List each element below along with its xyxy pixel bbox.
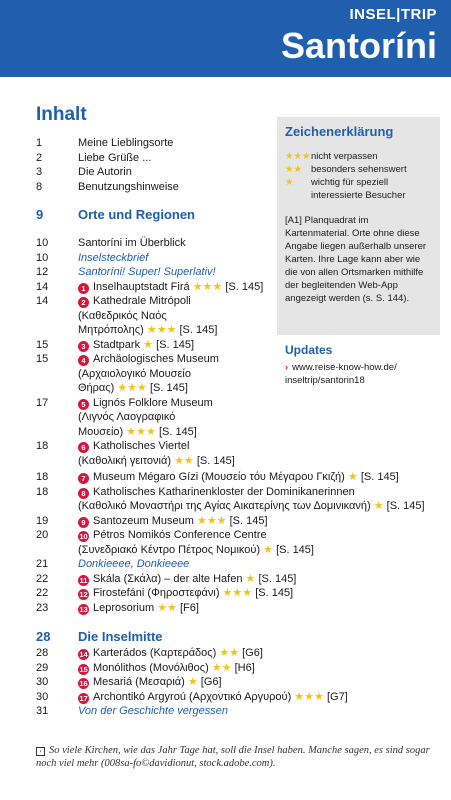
- toc-entry[interactable]: [36, 396, 266, 440]
- map-reference: [S. 145]: [386, 500, 425, 512]
- toc-page-number: 31: [36, 705, 49, 717]
- toc-page-number: 28: [36, 647, 49, 659]
- toc-page-number: 15: [36, 353, 49, 365]
- toc-entry[interactable]: [36, 294, 266, 338]
- header-banner: [0, 0, 451, 77]
- toc-entry[interactable]: [36, 280, 266, 295]
- toc-entry-text: [78, 136, 266, 151]
- toc-entry[interactable]: [36, 661, 436, 676]
- number-badge-icon: 6: [78, 442, 89, 453]
- toc-entry-text: [78, 675, 436, 690]
- star-rating-icon: ★: [263, 543, 273, 556]
- star-rating-icon: ★★★: [285, 151, 311, 162]
- toc-entry[interactable]: [36, 601, 436, 616]
- toc-entry[interactable]: [36, 646, 436, 661]
- toc-entry-line: Skála (Σκάλα) – der alte Hafen: [93, 572, 243, 585]
- toc-entry-line: (Καθεδρικός Ναός: [78, 309, 167, 322]
- photo-caption: ‹ So viele Kirchen, wie das Jahr Tage hat, soll die Insel haben. Manche sagen, es sind sogar noch viel mehr (008sa-fo©davidionut, stock.adobe.com).: [36, 745, 430, 769]
- updates-link[interactable]: › www.reise-know-how.de/ inseltrip/santorin18: [285, 362, 397, 386]
- arrow-left-icon: ‹: [36, 747, 45, 756]
- toc-page-number: 20: [36, 529, 49, 541]
- toc-column: [36, 136, 266, 468]
- number-badge-icon: 13: [79, 604, 88, 614]
- toc-page-number: 14: [36, 280, 49, 293]
- star-rating-icon: ★★★: [126, 425, 156, 438]
- toc-entry-text: [78, 165, 266, 180]
- toc-entry-line: (Λιγνός Λαογραφικό: [78, 411, 176, 423]
- toc-entry-line: Μητρόπολης): [78, 324, 144, 336]
- toc-entry-line: Pétros Nomikós Conference Centre: [93, 529, 267, 541]
- legend-row: [285, 176, 432, 202]
- toc-entry-line: Katholisches Viertel: [93, 440, 190, 452]
- toc-entry-line: Leprosorium: [93, 601, 155, 614]
- legend-grid-text: [A1] Planquadrat im Kartenmaterial. Orte ohne diese Angabe liegen außerhalb unserer Karten. Ihre Lage kann aber wie die von allen Ortsmarken mithilfe der begleitenden Web-App angezeigt werden (s. S. 144).: [285, 215, 427, 304]
- toc-page-number: 18: [36, 440, 49, 452]
- number-badge-icon: 2: [78, 297, 89, 308]
- toc-entries-list-2: [36, 470, 436, 615]
- star-rating-icon: ★★: [211, 661, 232, 674]
- toc-page-number: 15: [36, 338, 49, 351]
- number-badge-icon: 9: [78, 517, 89, 528]
- page-heading: Inhalt: [36, 104, 87, 125]
- toc-entry-text: [78, 294, 266, 338]
- map-reference: [S. 145]: [258, 572, 297, 585]
- toc-page-number: 22: [36, 587, 49, 599]
- toc-page-number: 3: [36, 166, 43, 178]
- toc-entry[interactable]: [36, 236, 266, 251]
- number-badge-icon: 17: [79, 693, 88, 703]
- toc-entry-line: Die Autorin: [78, 166, 132, 178]
- toc-entry[interactable]: [36, 151, 266, 166]
- star-rating-icon: ★: [143, 338, 154, 351]
- updates-title: Updates: [285, 343, 333, 357]
- toc-entry-line: (Αρχαιολογικό Μουσείο: [78, 367, 191, 380]
- toc-entry-text: [78, 352, 266, 396]
- toc-entry-line: Kathedrale Mitrópoli: [93, 295, 191, 307]
- map-reference: [F6]: [180, 601, 199, 614]
- toc-entry-text: [78, 646, 436, 661]
- star-rating-icon: ★★★: [192, 280, 223, 293]
- toc-entry[interactable]: [36, 485, 436, 514]
- toc-page-number: 8: [36, 180, 43, 193]
- toc-entry-line: Mesariá (Μεσαριά): [93, 676, 185, 688]
- toc-entry[interactable]: [36, 136, 266, 151]
- legend-text: besonders sehenswert: [311, 164, 407, 175]
- toc-page-number: 18: [36, 471, 49, 483]
- toc-entries-list-3: [36, 646, 436, 719]
- toc-entry-line: (Καθολική γειτονιά): [78, 454, 171, 467]
- number-badge-icon: 15: [79, 664, 88, 674]
- number-badge-icon: 7: [78, 473, 89, 484]
- toc-entry-line: Θήρας): [78, 382, 115, 394]
- toc-entry-line: Lignós Folklore Museum: [93, 396, 213, 409]
- toc-entry-line: Donkieeee, Donkieeee: [78, 558, 190, 570]
- map-reference: [S. 145]: [196, 454, 235, 467]
- toc-entry-line: Santozeum Museum: [93, 514, 194, 527]
- toc-entry-line: Archontikó Argyroú (Αρχοντικό Αργυρού): [93, 690, 292, 703]
- toc-entry-text: [78, 514, 436, 529]
- toc-entry-text: [78, 485, 436, 514]
- star-rating-icon: ★★★: [196, 514, 227, 527]
- number-badge-icon: 4: [78, 355, 89, 366]
- star-rating-icon: ★★: [157, 601, 177, 614]
- toc-entry-text: [78, 151, 266, 166]
- toc-entry-text: [78, 396, 266, 440]
- legend-row: [285, 163, 432, 176]
- star-rating-icon: ★★: [219, 647, 240, 659]
- toc-entry[interactable]: [36, 165, 266, 180]
- toc-page-number: 10: [36, 251, 49, 264]
- number-badge-icon: 16: [79, 679, 88, 688]
- map-reference: [S. 145]: [229, 514, 268, 527]
- number-badge-icon: 10: [79, 532, 88, 541]
- toc-entry-line: Μουσείο): [78, 425, 124, 438]
- toc-page-number: 10: [36, 237, 49, 249]
- toc-entry[interactable]: [36, 265, 266, 280]
- number-badge-icon: 3: [78, 341, 89, 352]
- arrow-right-icon: ›: [285, 362, 289, 373]
- toc-entry[interactable]: [36, 572, 436, 587]
- map-reference: [S. 145]: [149, 382, 188, 394]
- toc-page-number: 22: [36, 572, 49, 585]
- toc-page-number: 12: [36, 266, 49, 278]
- toc-entry-line: Monólithos (Μονόλιθος): [93, 661, 209, 674]
- toc-page-number: 14: [36, 295, 49, 307]
- toc-section-orte[interactable]: 9 Orte und Regionen: [36, 207, 195, 222]
- legend-box: [277, 117, 440, 335]
- toc-entry[interactable]: [36, 439, 266, 468]
- toc-entry[interactable]: [36, 528, 436, 557]
- toc-entry[interactable]: [36, 557, 436, 572]
- book-title: Santoríni: [280, 25, 437, 66]
- star-rating-icon: ★: [285, 177, 294, 188]
- toc-entry-line: Inselsteckbrief: [78, 251, 149, 264]
- map-reference: [S. 145]: [225, 280, 264, 293]
- map-reference: [S. 145]: [179, 324, 218, 336]
- map-reference: [S. 145]: [360, 471, 399, 483]
- map-reference: [S. 145]: [158, 425, 197, 438]
- toc-entry-text: [78, 439, 266, 468]
- toc-page-number: 23: [36, 601, 49, 614]
- legend-text: nicht verpassen: [311, 151, 378, 162]
- map-reference: [S. 145]: [276, 543, 314, 556]
- toc-entry[interactable]: [36, 586, 436, 601]
- toc-entry[interactable]: [36, 514, 436, 529]
- map-reference: [G6]: [200, 676, 222, 688]
- map-reference: [S. 145]: [255, 587, 294, 599]
- toc-entry-text: [78, 557, 436, 572]
- legend-title: Zeichenerklärung: [285, 124, 394, 139]
- toc-page-number: 19: [36, 514, 49, 527]
- toc-entry-text: [78, 572, 436, 587]
- star-rating-icon: ★: [187, 676, 198, 688]
- star-rating-icon: ★★★: [294, 690, 324, 703]
- star-rating-icon: ★★: [174, 454, 194, 467]
- map-reference: [S. 145]: [156, 338, 195, 351]
- toc-entry[interactable]: [36, 470, 436, 485]
- toc-entry-line: Liebe Grüße ...: [78, 151, 152, 164]
- toc-entry[interactable]: [36, 338, 266, 353]
- toc-entry-line: Stadtpark: [93, 338, 141, 351]
- toc-entry-line: Benutzungshinweise: [78, 180, 179, 193]
- toc-page-number: 30: [36, 690, 49, 703]
- number-badge-icon: 8: [78, 488, 89, 499]
- star-rating-icon: ★★: [285, 164, 303, 175]
- toc-page-number: 17: [36, 396, 49, 409]
- toc-entry[interactable]: [36, 675, 436, 690]
- number-badge-icon: 12: [79, 590, 88, 599]
- toc-page-number: 1: [36, 137, 43, 149]
- toc-entry-line: Santoríni im Überblick: [78, 237, 186, 249]
- toc-entry[interactable]: [36, 251, 266, 266]
- toc-page-number: 30: [36, 676, 49, 688]
- toc-entry-line: Von der Geschichte vergessen: [78, 705, 229, 717]
- toc-entry-line: Inselhauptstadt Firá: [93, 280, 190, 293]
- toc-entry-line: Katholisches Katharinenkloster der Dominikanerinnen: [93, 485, 355, 498]
- legend-rows: [285, 150, 432, 202]
- number-badge-icon: 1: [78, 283, 89, 294]
- star-rating-icon: ★★★: [222, 587, 253, 599]
- toc-page-number: 29: [36, 661, 49, 674]
- toc-entry[interactable]: [36, 690, 436, 705]
- series-name: INSEL|TRIP: [349, 6, 437, 23]
- toc-entry-text: [78, 251, 266, 266]
- map-reference: [G6]: [242, 647, 263, 659]
- toc-entry-text: [78, 338, 266, 353]
- map-reference: [G7]: [326, 690, 348, 703]
- toc-entry-text: [78, 265, 266, 280]
- toc-entries-list: [36, 236, 266, 468]
- star-rating-icon: ★: [373, 500, 384, 512]
- number-badge-icon: 14: [79, 650, 88, 659]
- toc-entry-line: Karterádos (Καρτεράδος): [93, 647, 217, 659]
- toc-entry-text: [78, 280, 266, 295]
- updates-block: [285, 344, 445, 387]
- number-badge-icon: 5: [78, 399, 89, 410]
- star-rating-icon: ★: [245, 572, 256, 585]
- toc-entry-text: [78, 586, 436, 601]
- toc-entry-text: [78, 236, 266, 251]
- toc-entry[interactable]: [36, 180, 266, 195]
- toc-page-number: 18: [36, 485, 49, 498]
- toc-entry-line: Firostefáni (Φηροστεφάνι): [93, 587, 220, 599]
- toc-entry-line: Museum Mégaro Gízi (Μουσείο τόυ Μέγαρου Γκιζή): [93, 471, 345, 483]
- toc-entry-text: [78, 690, 436, 705]
- legend-row: [285, 150, 432, 163]
- toc-entry-line: Archäologisches Museum: [93, 353, 219, 365]
- toc-entry-text: [78, 661, 436, 676]
- toc-entry-line: Meine Lieblingsorte: [78, 137, 174, 149]
- toc-entry[interactable]: [36, 704, 436, 719]
- map-reference: [H6]: [234, 661, 255, 674]
- toc-entry-line: Santoríni! Super! Superlativ!: [78, 266, 216, 278]
- legend-text: wichtig für speziell interessierte Besucher: [311, 177, 406, 201]
- toc-intro-list: [36, 136, 266, 194]
- toc-page-number: 21: [36, 558, 49, 570]
- toc-entry-line: (Συνεδριακό Κέντρο Πέτρος Νομικού): [78, 543, 261, 556]
- toc-section-inselmitte-block: [36, 628, 436, 719]
- toc-entry-text: [78, 528, 436, 557]
- toc-entry-text: [78, 601, 436, 616]
- toc-entry-line: (Καθολικό Μοναστήρι της Αγίας Αικατερίνης των Δομινικανή): [78, 500, 371, 512]
- toc-entry-text: [78, 704, 436, 719]
- star-rating-icon: ★★★: [117, 382, 147, 394]
- star-rating-icon: ★★★: [146, 324, 177, 336]
- toc-entry[interactable]: [36, 352, 266, 396]
- toc-page-number: 2: [36, 151, 43, 164]
- number-badge-icon: 11: [79, 575, 88, 585]
- star-rating-icon: ★: [347, 471, 358, 483]
- toc-entry-text: [78, 180, 266, 195]
- toc-section-inselmitte[interactable]: 28 Die Inselmitte: [36, 629, 163, 644]
- toc-entry-text: [78, 470, 436, 485]
